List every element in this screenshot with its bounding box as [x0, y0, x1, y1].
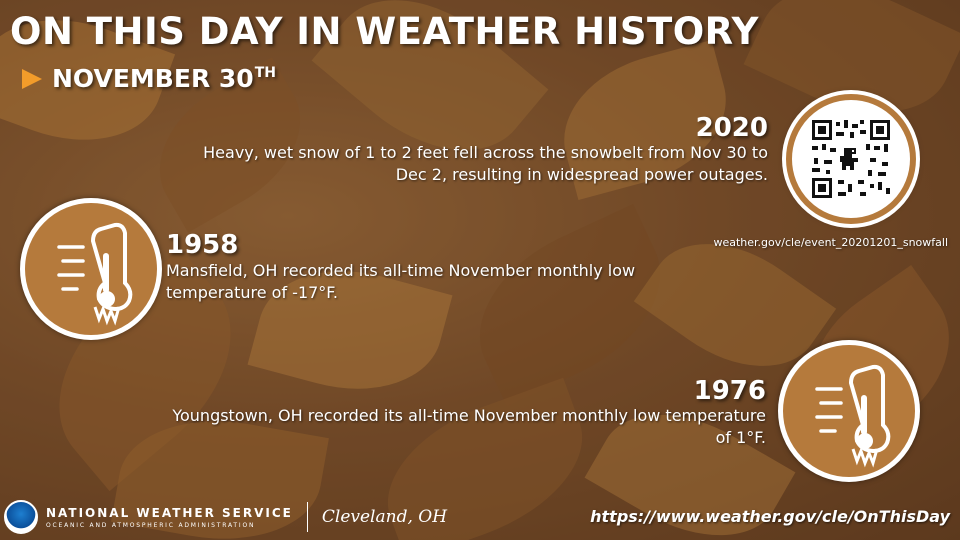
date-suffix: TH — [254, 65, 276, 81]
qr-code-badge[interactable] — [786, 94, 916, 224]
agency-subtitle: OCEANIC AND ATMOSPHERIC ADMINISTRATION — [46, 521, 256, 529]
frozen-thermometer-icon — [783, 345, 915, 477]
nws-logo-block — [4, 500, 447, 534]
qr-code-icon[interactable] — [792, 100, 910, 218]
frozen-thermometer-icon — [25, 203, 157, 335]
event-link-2020[interactable]: weather.gov/cle/event_20201201_snowfall — [713, 236, 948, 249]
office-name: Cleveland, OH — [321, 507, 448, 527]
footer-url-link[interactable]: https://www.weather.gov/cle/OnThisDay — [590, 507, 950, 526]
date-text: NOVEMBER 30 — [52, 64, 254, 93]
icon-badge-1958 — [20, 198, 162, 340]
event-year-1958: 1958 — [166, 230, 239, 260]
event-text-1958: Mansfield, OH recorded its all-time November monthly low temperature of -17°F. — [166, 261, 636, 302]
noaa-logo-icon — [4, 500, 38, 534]
event-text-1976: Youngstown, OH recorded its all-time November monthly low temperature of 1°F. — [172, 406, 766, 447]
agency-name: NATIONAL WEATHER SERVICE — [46, 505, 293, 520]
event-year-1976: 1976 — [693, 376, 766, 406]
date-heading — [22, 64, 276, 93]
logo-divider — [307, 502, 308, 532]
icon-badge-1976 — [778, 340, 920, 482]
event-text-2020: Heavy, wet snow of 1 to 2 feet fell across the snowbelt from Nov 30 to Dec 2, resulting in widespread power outages. — [203, 143, 768, 184]
page-title: ON THIS DAY IN WEATHER HISTORY — [10, 10, 759, 53]
play-arrow-icon — [22, 69, 42, 89]
event-year-2020: 2020 — [695, 113, 768, 143]
